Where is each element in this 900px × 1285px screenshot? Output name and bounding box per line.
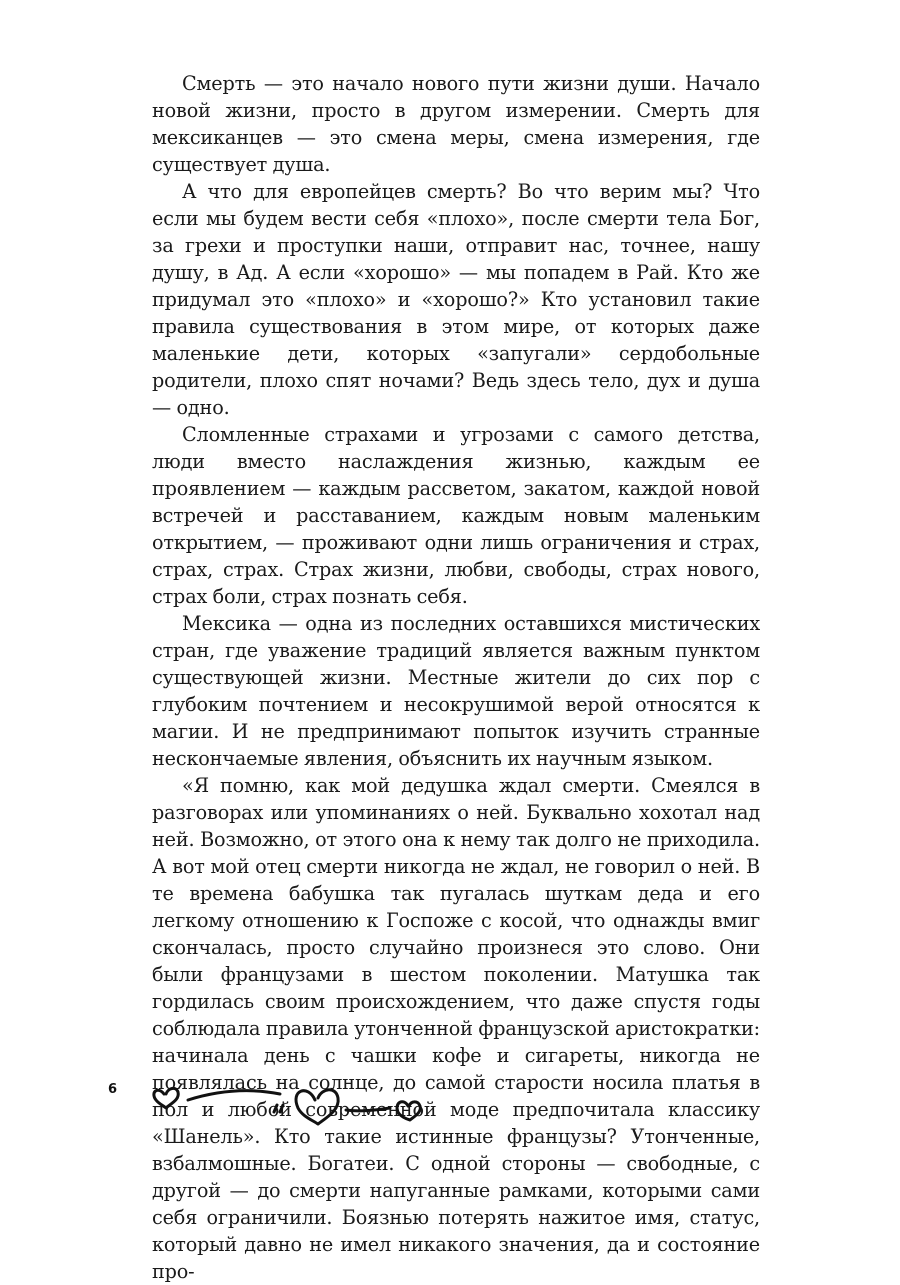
paragraph-2: А что для европейцев смерть? Во что верим мы? Что если мы будем вести себя «плохо», после смерти тела Бог, за грехи и проступки наши, отправит нас, точнее, нашу душу, в Ад. А если «хорошо» — мы попадем в Рай. Кто же придумал это «плохо» и «хорошо?» Кто установил такие правила существования в этом мире, от которых даже маленькие дети, которых «запугали» сердобольные родители, плохо спят ночами? Ведь здесь тело, дух и душа — одно. [152, 180, 760, 419]
page-number: 6 [108, 1082, 118, 1097]
paragraph-4: Мексика — одна из последних оставшихся мистических стран, где уважение традиций является важным пунктом существующей жизни. Местные жители до сих пор с глубоким почтением и несокрушимой верой относятся к магии. И не предпринимают попыток изучить странные нескончаемые явления, объяснить их научным языком. [152, 612, 760, 770]
hearts-line-doodle-icon [150, 1072, 430, 1132]
paragraph-1: Смерть — это начало нового пути жизни души. Начало новой жизни, просто в другом измерении. Смерть для мексиканцев — это смена меры, смена измерения, где существует душа. [152, 72, 760, 176]
paragraph-3: Сломленные страхами и угрозами с самого детства, люди вместо наслаждения жизнью, каждым ее проявлением — каждым рассветом, закатом, каждой новой встречей и расставанием, каждым новым маленьким открытием, — проживают одни лишь ограничения и страх, страх, страх. Страх жизни, любви, свободы, страх нового, страх боли, страх познать себя. [152, 423, 760, 608]
paragraph-5: «Я помню, как мой дедушка ждал смерти. Смеялся в разговорах или упоминаниях о ней. Буквально хохотал над ней. Возможно, от этого она к нему так долго не приходила. А вот мой отец смерти никогда не ждал, не говорил о ней. В те времена бабушка так пугалась шуткам деда и его легкому отношению к Госпоже с косой, что однажды вмиг скончалась, просто случайно произнеся это слово. Они были французами в шестом поколении. Матушка так гордилась своим происхождением, что даже спустя годы соблюдала правила утонченной французской аристократки: начинала день с чашки кофе и сигареты, никогда не появлялась на солнце, до самой старости носила платья в пол и любой современной моде предпочитала классику «Шанель». Кто такие истинные французы? Утонченные, взбалмошные. Богатеи. С одной стороны — свободные, с другой — до смерти напуганные рамками, которыми сами себя ограничили. Боязнью потерять нажитое имя, статус, который давно не имел никакого значения, да и состояние про- [152, 774, 760, 1283]
